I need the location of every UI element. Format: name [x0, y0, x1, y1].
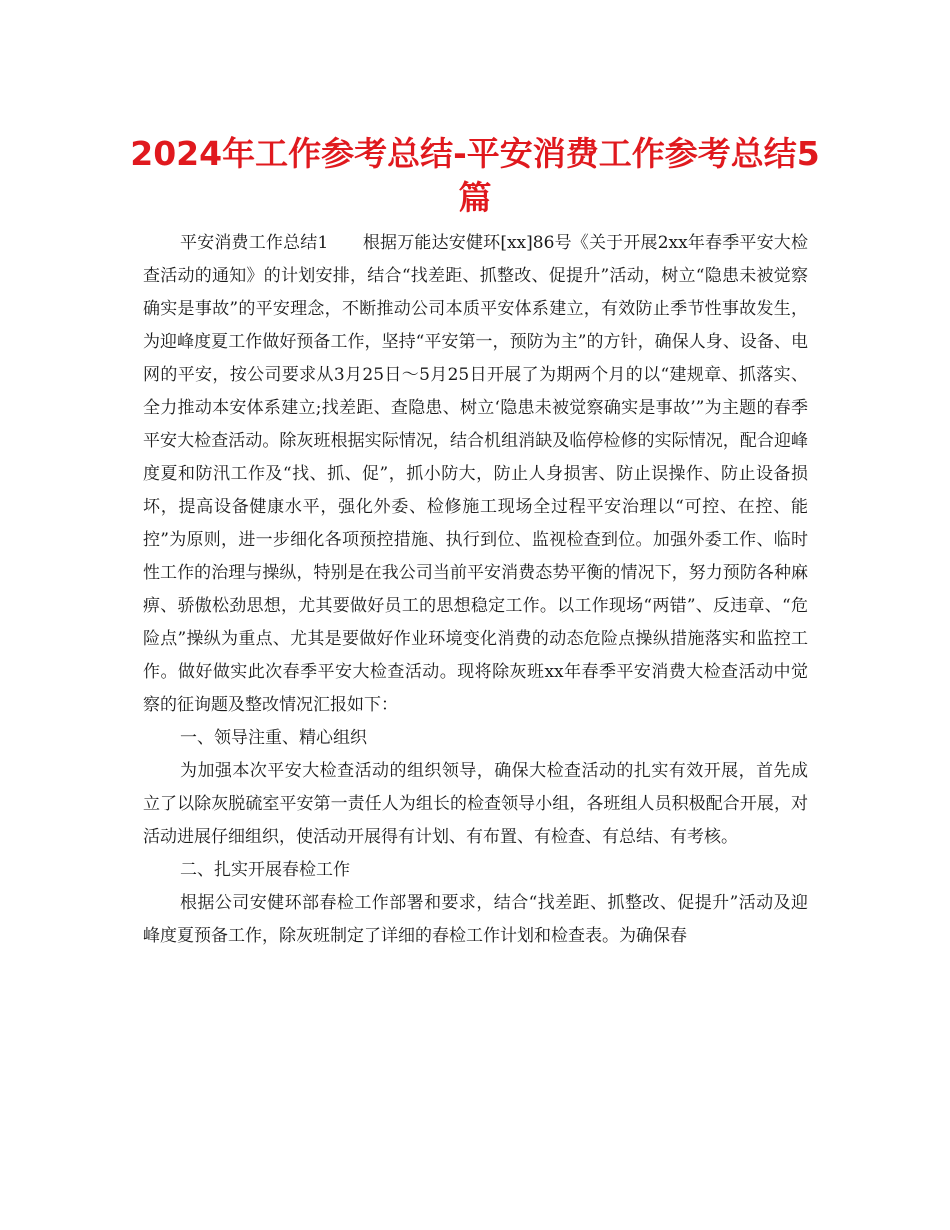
- paragraph: 为加强本次平安大检查活动的组织领导，确保大检查活动的扎实有效开展，首先成立了以除灰脱硫室平安第一责任人为组长的检查领导小组，各班组人员积极配合开展，对活动进展仔细组织，使活动开展得有计划、有布置、有检查、有总结、有考核。: [143, 761, 808, 847]
- document-title: 2024年工作参考总结-平安消费工作参考总结5篇: [130, 134, 820, 217]
- document-body: [143, 227, 808, 953]
- section-heading: 一、领导注重、精心组织: [180, 728, 367, 748]
- paragraph: 根据公司安健环部春检工作部署和要求，结合“找差距、抓整改、促提升”活动及迎峰度夏预备工作，除灰班制定了详细的春检工作计划和检查表。为确保春: [143, 893, 808, 946]
- section-heading: 二、扎实开展春检工作: [180, 860, 350, 880]
- paragraph: 平安消费工作总结1 根据万能达安健环[xx]86号《关于开展2xx年春季平安大检查活动的通知》的计划安排，结合“找差距、抓整改、促提升”活动，树立“隐患未被觉察确实是事故”的平安理念，不断推动公司本质平安体系建立，有效防止季节性事故发生，为迎峰度夏工作做好预备工作，坚持“平安第一，预防为主”的方针，确保人身、设备、电网的平安，按公司要求从3月25日～5月25日开展了为期两个月的以“建规章、抓落实、全力推动本安体系建立;找差距、查隐患、树立‘隐患未被觉察确实是事故’”为主题的春季平安大检查活动。除灰班根据实际情况，结合机组消缺及临停检修的实际情况，配合迎峰度夏和防汛工作及“找、抓、促”，抓小防大，防止人身损害、防止误操作、防止设备损坏，提高设备健康水平，强化外委、检修施工现场全过程平安治理以“可控、在控、能控”为原则，进一步细化各项预控措施、执行到位、监视检查到位。加强外委工作、临时性工作的治理与操纵，特别是在我公司当前平安消费态势平衡的情况下，努力预防各种麻痹、骄傲松劲思想，尤其要做好员工的思想稳定工作。以工作现场“两错”、反违章、“危险点”操纵为重点、尤其是要做好作业环境变化消费的动态危险点操纵措施落实和监控工作。做好做实此次春季平安大检查活动。现将除灰班xx年春季平安消费大检查活动中觉察的征询题及整改情况汇报如下：: [143, 233, 808, 715]
